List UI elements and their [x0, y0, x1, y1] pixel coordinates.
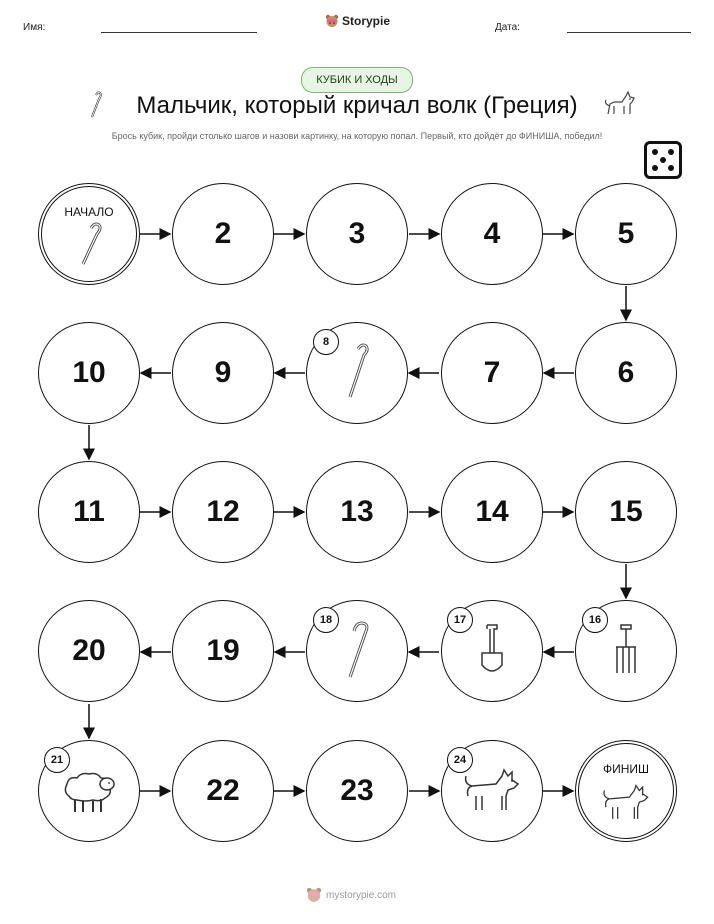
- wolf-icon: [601, 781, 651, 825]
- board-cell: 20: [38, 600, 140, 702]
- start-label: НАЧАЛО: [64, 205, 114, 219]
- board-cell: 11: [38, 461, 140, 563]
- board-cell: 15: [575, 461, 677, 563]
- board-cell: 7: [441, 322, 543, 424]
- staff-icon: [69, 220, 109, 270]
- cell-number-badge: 16: [582, 607, 608, 633]
- cell-number-badge: 8: [313, 329, 339, 355]
- footer-url[interactable]: mystorypie.com: [326, 889, 397, 901]
- cell-number-badge: 24: [447, 747, 473, 773]
- board-cell: 19: [172, 600, 274, 702]
- bear-mascot-icon: [306, 887, 322, 903]
- finish-cell: [575, 740, 677, 842]
- board-cell: 14: [441, 461, 543, 563]
- game-type-tag: КУБИК И ХОДЫ: [301, 67, 413, 93]
- board-cell: 13: [306, 461, 408, 563]
- start-cell: [38, 183, 140, 285]
- date-label: Дата:: [495, 22, 520, 33]
- board-cell: 9: [172, 322, 274, 424]
- wolf-icon: [462, 766, 522, 816]
- sheep-icon: [59, 766, 119, 816]
- staff-icon: [342, 343, 372, 403]
- pitchfork-icon: [611, 623, 641, 679]
- board-cell: 12: [172, 461, 274, 563]
- instructions: Брось кубик, пройди столько шагов и назови картинку, на которую попал. Первый, кто дойдёт до ФИНИША, победил!: [111, 131, 603, 141]
- page-title: Мальчик, который кричал волк (Греция): [136, 92, 578, 119]
- board-cell: 5: [575, 183, 677, 285]
- board-cell: 2: [172, 183, 274, 285]
- footer: [306, 887, 396, 903]
- finish-label: ФИНИШ: [602, 762, 650, 776]
- name-label: Имя:: [23, 22, 46, 33]
- shovel-icon: [477, 623, 507, 679]
- staff-icon: [342, 621, 372, 681]
- board-cell: 4: [441, 183, 543, 285]
- cell-number-badge: 21: [44, 747, 70, 773]
- cell-number-badge: 18: [313, 607, 339, 633]
- board-cell: 3: [306, 183, 408, 285]
- board-cell: 23: [306, 740, 408, 842]
- board-cell: 6: [575, 322, 677, 424]
- board-cell: 10: [38, 322, 140, 424]
- brand-name: Storypie: [342, 14, 391, 28]
- cell-number-badge: 17: [447, 607, 473, 633]
- board-cell: 22: [172, 740, 274, 842]
